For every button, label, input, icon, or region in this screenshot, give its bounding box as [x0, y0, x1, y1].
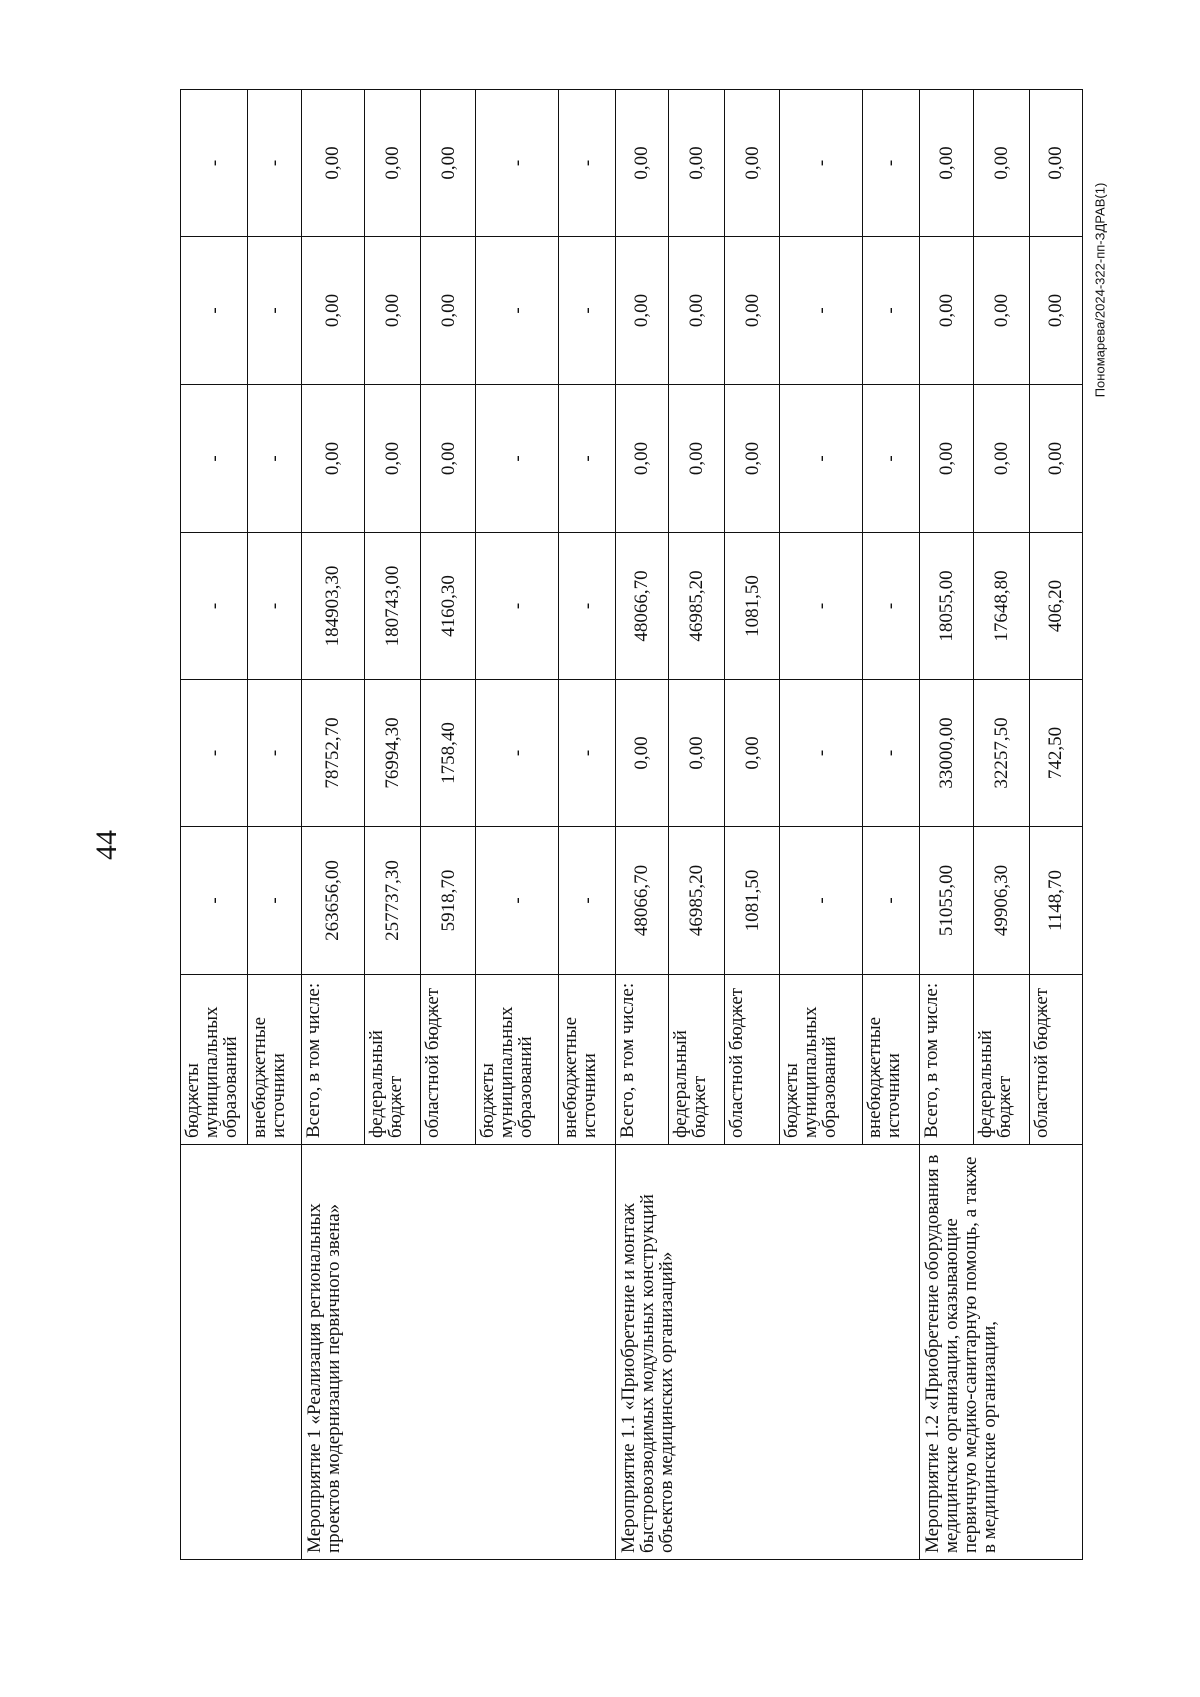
footer	[1085, 140, 1115, 440]
value-cell: 48066,70	[615, 533, 668, 680]
funding-source-cell: Всего, в том числе:	[615, 975, 668, 1145]
value-cell: -	[559, 237, 615, 385]
funding-source-cell: бюджеты муниципальных образований	[181, 975, 248, 1145]
funding-source-cell: Всего, в том числе:	[919, 975, 973, 1145]
value-cell: -	[476, 90, 559, 237]
value-cell: 0,00	[668, 680, 724, 827]
footer-doc-id: Пономарева/2024-322-пп-ЗДРАВ(1)	[1092, 182, 1108, 398]
value-cell: 0,00	[724, 237, 779, 385]
value-cell: 0,00	[724, 680, 779, 827]
value-cell: 17648,80	[973, 533, 1029, 680]
funding-source-cell: федеральный бюджет	[364, 975, 420, 1145]
table-row	[181, 90, 248, 1560]
value-cell: 0,00	[302, 90, 365, 237]
value-cell: 5918,70	[421, 827, 476, 975]
table-body	[181, 90, 1083, 1560]
value-cell: 0,00	[919, 237, 973, 385]
value-cell: -	[559, 90, 615, 237]
value-cell: 48066,70	[615, 827, 668, 975]
value-cell: 51055,00	[919, 827, 973, 975]
table-row	[919, 90, 973, 1560]
value-cell: 0,00	[615, 90, 668, 237]
value-cell: -	[476, 385, 559, 533]
value-cell: 184903,30	[302, 533, 365, 680]
value-cell: -	[559, 533, 615, 680]
activity-cell: Мероприятие 1 «Реализация региональных проектов модернизации первичного звена»	[302, 1145, 616, 1560]
value-cell: 0,00	[919, 90, 973, 237]
funding-source-cell: областной бюджет	[421, 975, 476, 1145]
value-cell: 76994,30	[364, 680, 420, 827]
value-cell: 180743,00	[364, 533, 420, 680]
value-cell: -	[863, 533, 919, 680]
value-cell: -	[476, 237, 559, 385]
value-cell: 0,00	[421, 237, 476, 385]
value-cell: 406,20	[1029, 533, 1082, 680]
value-cell: -	[476, 680, 559, 827]
funding-source-cell: внебюджетные источники	[559, 975, 615, 1145]
value-cell: 0,00	[668, 385, 724, 533]
value-cell: 0,00	[1029, 90, 1082, 237]
value-cell: -	[476, 827, 559, 975]
value-cell: -	[181, 533, 248, 680]
value-cell: 0,00	[973, 237, 1029, 385]
value-cell: -	[780, 533, 863, 680]
value-cell: 1758,40	[421, 680, 476, 827]
value-cell: -	[780, 237, 863, 385]
value-cell: -	[863, 237, 919, 385]
value-cell: 0,00	[302, 237, 365, 385]
value-cell: 0,00	[421, 385, 476, 533]
activity-cell	[181, 1145, 302, 1560]
funding-source-cell: федеральный бюджет	[973, 975, 1029, 1145]
value-cell: 0,00	[364, 237, 420, 385]
value-cell: 0,00	[668, 90, 724, 237]
value-cell: -	[780, 827, 863, 975]
funding-source-cell: федеральный бюджет	[668, 975, 724, 1145]
page-number: 44	[90, 830, 123, 860]
value-cell: 0,00	[615, 237, 668, 385]
value-cell: -	[476, 533, 559, 680]
value-cell: -	[863, 90, 919, 237]
budget-table	[180, 89, 1083, 1560]
value-cell: 33000,00	[919, 680, 973, 827]
value-cell: -	[559, 385, 615, 533]
value-cell: 0,00	[1029, 385, 1082, 533]
value-cell: -	[181, 680, 248, 827]
funding-source-cell: областной бюджет	[724, 975, 779, 1145]
value-cell: -	[780, 680, 863, 827]
value-cell: 18055,00	[919, 533, 973, 680]
value-cell: -	[863, 385, 919, 533]
value-cell: 78752,70	[302, 680, 365, 827]
value-cell: -	[559, 680, 615, 827]
value-cell: 1081,50	[724, 827, 779, 975]
value-cell: 1148,70	[1029, 827, 1082, 975]
value-cell: 46985,20	[668, 533, 724, 680]
value-cell: 0,00	[668, 237, 724, 385]
funding-source-cell: внебюджетные источники	[248, 975, 302, 1145]
value-cell: -	[248, 680, 302, 827]
value-cell: 1081,50	[724, 533, 779, 680]
value-cell: 742,50	[1029, 680, 1082, 827]
value-cell: 49906,30	[973, 827, 1029, 975]
value-cell: 0,00	[421, 90, 476, 237]
value-cell: -	[780, 385, 863, 533]
value-cell: 0,00	[615, 680, 668, 827]
funding-source-cell: областной бюджет	[1029, 975, 1082, 1145]
value-cell: 0,00	[919, 385, 973, 533]
funding-source-cell: бюджеты муниципальных образований	[780, 975, 863, 1145]
value-cell: 257737,30	[364, 827, 420, 975]
value-cell: -	[181, 827, 248, 975]
value-cell: 0,00	[973, 90, 1029, 237]
value-cell: -	[181, 237, 248, 385]
value-cell: 4160,30	[421, 533, 476, 680]
value-cell: -	[559, 827, 615, 975]
activity-cell: Мероприятие 1.2 «Приобретение оборудования в медицинские организации, оказывающие первичную медико-санитарную помощь, а также в медицинские организации,	[919, 1145, 1082, 1560]
value-cell: 0,00	[1029, 237, 1082, 385]
value-cell: 0,00	[724, 385, 779, 533]
value-cell: -	[863, 680, 919, 827]
value-cell: 46985,20	[668, 827, 724, 975]
value-cell: 263656,00	[302, 827, 365, 975]
value-cell: 32257,50	[973, 680, 1029, 827]
table-row	[302, 90, 365, 1560]
value-cell: 0,00	[302, 385, 365, 533]
value-cell: -	[181, 385, 248, 533]
value-cell: -	[780, 90, 863, 237]
value-cell: 0,00	[724, 90, 779, 237]
value-cell: -	[248, 90, 302, 237]
funding-source-cell: Всего, в том числе:	[302, 975, 365, 1145]
value-cell: 0,00	[364, 385, 420, 533]
value-cell: -	[248, 385, 302, 533]
value-cell: -	[863, 827, 919, 975]
value-cell: -	[248, 827, 302, 975]
value-cell: 0,00	[364, 90, 420, 237]
funding-source-cell: внебюджетные источники	[863, 975, 919, 1145]
activity-cell: Мероприятие 1.1 «Приобретение и монтаж быстровозводимых модульных конструкций объектов медицинских организаций»	[615, 1145, 919, 1560]
table-row	[615, 90, 668, 1560]
value-cell: -	[248, 237, 302, 385]
value-cell: -	[181, 90, 248, 237]
funding-source-cell: бюджеты муниципальных образований	[476, 975, 559, 1145]
value-cell: 0,00	[615, 385, 668, 533]
budget-table-container	[180, 90, 1083, 1560]
value-cell: -	[248, 533, 302, 680]
value-cell: 0,00	[973, 385, 1029, 533]
